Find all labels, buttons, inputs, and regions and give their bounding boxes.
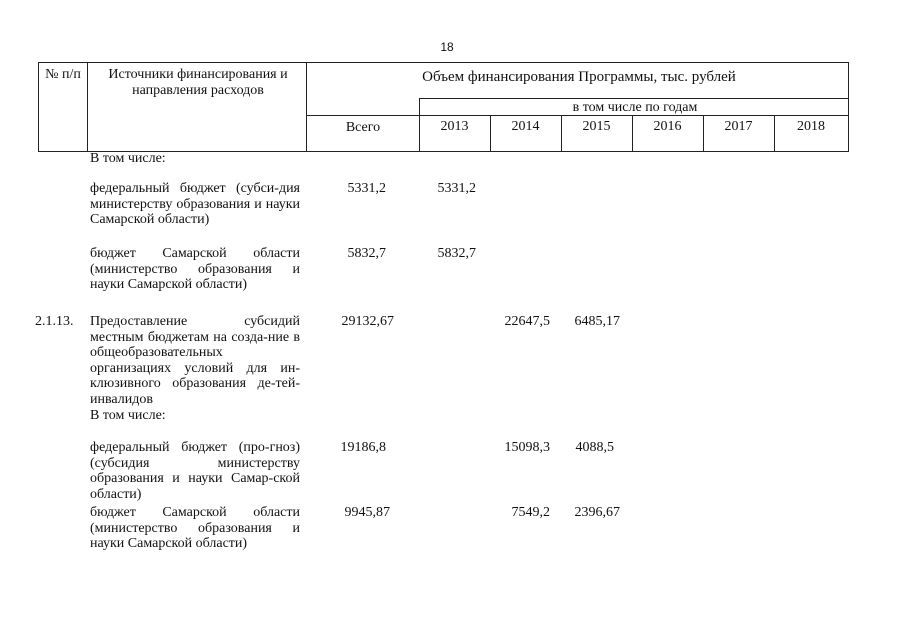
row-total: 19186,8 [340, 440, 386, 455]
year-header: 2014 [511, 119, 540, 134]
row-text: федеральный бюджет (субси-дия министерству образования и науки Самарской области) [90, 181, 300, 227]
year-header: 2017 [724, 119, 753, 134]
header-col-volume: Объем финансирования Программы, тыс. рублей [422, 69, 736, 85]
year-header: 2016 [653, 119, 682, 134]
year-header: 2018 [797, 119, 825, 134]
year-header: 2015 [582, 119, 611, 134]
row-total: 5832,7 [347, 246, 386, 261]
row-2015: 2396,67 [574, 505, 620, 520]
row-text: В том числе: [90, 151, 166, 166]
header-col-source: Источники финансирования и направления расходов [108, 67, 288, 98]
table-header [38, 62, 849, 152]
page-number: 18 [440, 40, 454, 54]
row-text: бюджет Самарской области (министерство образования и науки Самарской области) [90, 246, 300, 292]
row-2015: 4088,5 [575, 440, 614, 455]
row-2015: 6485,17 [574, 314, 620, 329]
row-text: федеральный бюджет (про-гноз) (субсидия министерству образования и науки Самар-ской области) [90, 440, 300, 502]
divider [419, 98, 848, 99]
divider [87, 63, 88, 151]
row-text: Предоставление субсидий местным бюджетам на созда-ние в общеобразовательных организациях условий для ин-клюзивного образования де-тей-инвалидов [90, 314, 300, 407]
year-header: 2013 [440, 119, 469, 134]
row-2014: 15098,3 [504, 440, 550, 455]
row-code: 2.1.13. [35, 314, 74, 329]
row-2013: 5331,2 [437, 181, 476, 196]
header-col-no: № п/п [45, 67, 81, 82]
row-2014: 22647,5 [504, 314, 550, 329]
header-years-group: в том числе по годам [572, 100, 698, 115]
row-total: 5331,2 [347, 181, 386, 196]
divider [306, 63, 307, 151]
row-total: 29132,67 [341, 314, 394, 329]
row-2013: 5832,7 [437, 246, 476, 261]
row-text: В том числе: [90, 408, 166, 423]
row-2014: 7549,2 [511, 505, 550, 520]
header-col-total: Всего [345, 120, 381, 135]
row-text: бюджет Самарской области (министерство образования и науки Самарской области) [90, 505, 300, 551]
row-total: 9945,87 [344, 505, 390, 520]
